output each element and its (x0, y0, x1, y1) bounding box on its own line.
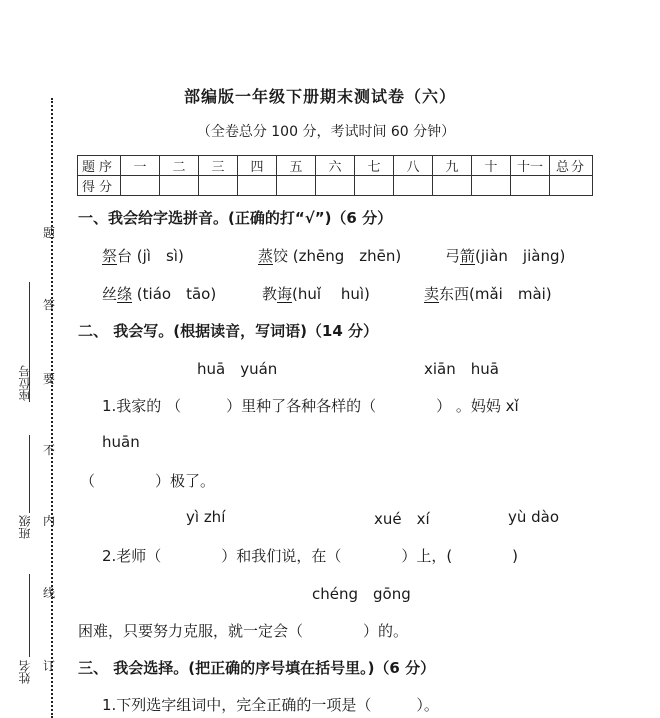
column-header: 六 (316, 156, 355, 176)
pinyin-options[interactable]: 饺 (zhēng zhēn) (273, 247, 402, 265)
score-cell[interactable] (472, 176, 511, 196)
row-label: 得分 (78, 176, 121, 196)
pinyin-prompt: huā yuán (197, 360, 278, 378)
plain-char: 丝 (102, 285, 118, 303)
margin-char: 不 (43, 443, 56, 457)
column-header: 五 (277, 156, 316, 176)
page-subtitle: （全卷总分 100 分，考试时间 60 分钟） (196, 124, 456, 140)
column-header: 二 (160, 156, 199, 176)
column-header: 八 (394, 156, 433, 176)
pinyin-item (424, 283, 552, 304)
pinyin-item (258, 245, 401, 266)
pinyin-prompt: xué xí (374, 510, 430, 528)
section3-heading: 三、 我会选择。(把正确的序号填在括号里。)（6 分） (78, 659, 436, 677)
column-header: 十一 (511, 156, 550, 176)
score-table (77, 155, 593, 196)
pinyin-prompt: yù dào (508, 508, 560, 526)
pinyin-item (445, 245, 565, 266)
underlined-char: 祭 (102, 247, 118, 265)
score-cell[interactable] (433, 176, 472, 196)
section1-heading: 一、我会给字选拼音。(正确的打“√”)（6 分） (78, 209, 393, 227)
pinyin-prompt: huān (102, 433, 140, 451)
binding-dotted-line (51, 98, 53, 718)
margin-char: 线 (43, 586, 56, 600)
margin-char: 要 (43, 372, 56, 386)
row-label: 题序 (78, 156, 121, 176)
margin-char: 答 (43, 298, 56, 312)
margin-char: 内 (43, 514, 56, 528)
column-header: 三 (199, 156, 238, 176)
class-line (29, 435, 30, 513)
question-line[interactable]: 2.老师（ ）和我们说，在（ ）上，( ) (102, 547, 519, 565)
underlined-char: 诲 (277, 285, 293, 303)
column-header: 十 (472, 156, 511, 176)
score-cell[interactable] (355, 176, 394, 196)
question-line[interactable]: 困难，只要努力克服，就一定会（ ）的。 (78, 622, 409, 640)
score-cell[interactable] (121, 176, 160, 196)
score-cell[interactable] (277, 176, 316, 196)
score-value-row (78, 176, 593, 196)
name-label: 姓名 (18, 660, 32, 684)
score-cell[interactable] (160, 176, 199, 196)
underlined-char: 绦 (117, 285, 133, 303)
underlined-char: 蒸 (258, 247, 274, 265)
column-header: 一 (121, 156, 160, 176)
total-cell[interactable] (550, 176, 593, 196)
underlined-char: 箭 (460, 247, 476, 265)
name-line (29, 574, 30, 657)
total-header: 总分 (550, 156, 593, 176)
pinyin-item (102, 245, 184, 266)
pinyin-options[interactable]: 台 (jì sì) (117, 247, 184, 265)
score-cell[interactable] (394, 176, 433, 196)
column-header: 七 (355, 156, 394, 176)
pinyin-prompt: yì zhí (186, 508, 226, 526)
underlined-char: 卖 (424, 285, 440, 303)
score-cell[interactable] (316, 176, 355, 196)
class-label: 班级 (18, 515, 32, 539)
page-title: 部编版一年级下册期末测试卷（六） (183, 87, 456, 106)
plain-char: 弓 (445, 247, 461, 265)
pinyin-item (262, 283, 370, 304)
question-line[interactable]: （ ）极了。 (80, 472, 216, 490)
score-cell[interactable] (199, 176, 238, 196)
margin-char: 订 (43, 659, 56, 673)
column-header: 四 (238, 156, 277, 176)
column-header: 九 (433, 156, 472, 176)
pinyin-options[interactable]: (huǐ huì) (292, 285, 370, 303)
pinyin-prompt: xiān huā (424, 360, 499, 378)
pinyin-options[interactable]: (tiáo tāo) (132, 285, 217, 303)
section2-heading: 二、 我会写。(根据读音，写词语)（14 分） (78, 322, 379, 340)
score-cell[interactable] (238, 176, 277, 196)
pinyin-prompt: chéng gōng (312, 585, 411, 603)
question-line[interactable]: 1.下列选字组词中，完全正确的一项是（ ）。 (102, 696, 439, 714)
margin-char: 题 (43, 226, 56, 240)
pinyin-item (102, 283, 216, 304)
seat-label: 座位号 (18, 365, 32, 401)
pinyin-options[interactable]: (jiàn jiàng) (475, 247, 566, 265)
score-header-row (78, 156, 593, 176)
pinyin-options[interactable]: 东西(mǎi mài) (439, 285, 552, 303)
question-line[interactable]: 1.我家的 （ ）里种了各种各样的（ ） 。妈妈 xǐ (102, 397, 519, 415)
score-cell[interactable] (511, 176, 550, 196)
plain-char: 教 (262, 285, 278, 303)
